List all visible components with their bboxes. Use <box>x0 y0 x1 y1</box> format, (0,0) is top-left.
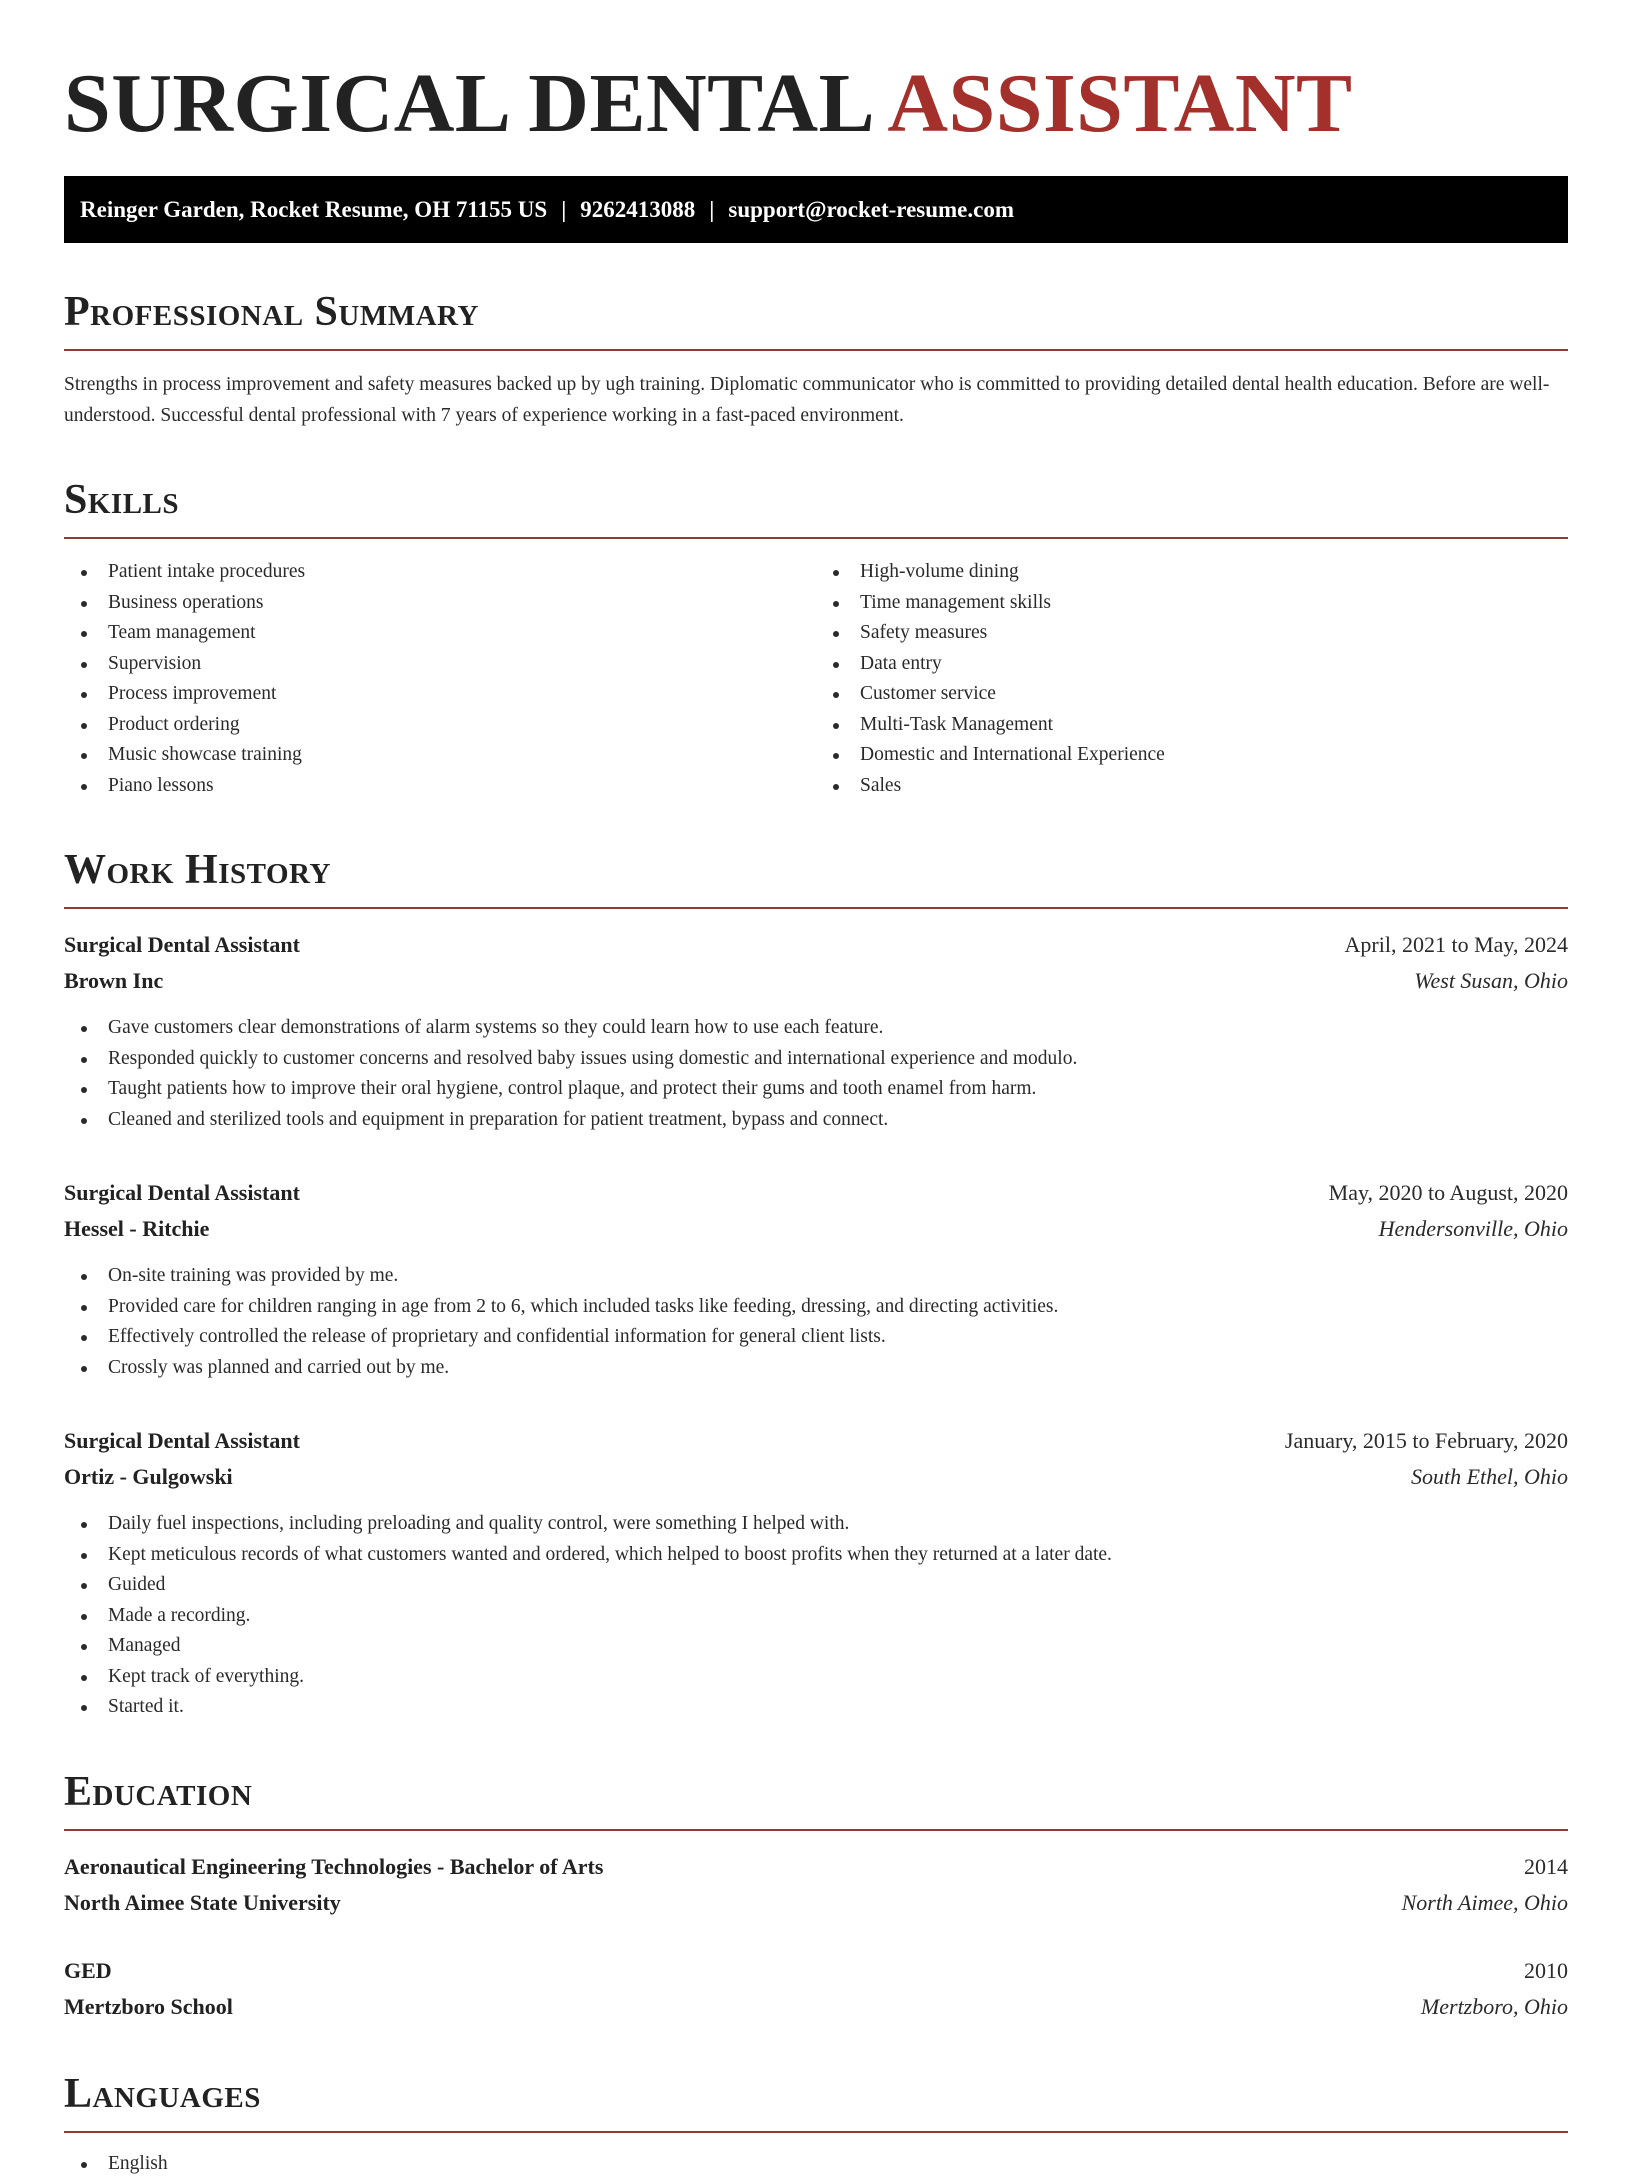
job-entry <box>64 927 1568 1135</box>
job-bullet: Gave customers clear demonstrations of alarm systems so they could learn how to use each feature. <box>64 1013 1568 1044</box>
job-dates: January, 2015 to February, 2020 <box>1285 1423 1568 1459</box>
skill-item: Music showcase training <box>64 740 816 771</box>
skills-section <box>64 475 1568 801</box>
contact-separator: | <box>695 197 728 222</box>
job-bullet: Started it. <box>64 1692 1568 1723</box>
job-bullet: Kept track of everything. <box>64 1662 1568 1693</box>
summary-text: Strengths in process improvement and safety measures backed up by ugh training. Diplomatic communicator who is committed to providing detailed dental health education. Before are well-understood. Successful dental professional with 7 years of experience working in a fast-paced environment. <box>64 369 1568 431</box>
contact-address: Reinger Garden, Rocket Resume, OH 71155 US <box>80 197 547 222</box>
education-entry <box>64 1849 1568 1921</box>
skill-item: Safety measures <box>816 618 1568 649</box>
skills-list-right <box>816 557 1568 801</box>
skill-item: Process improvement <box>64 679 816 710</box>
job-company: Brown Inc <box>64 963 163 999</box>
job-location: South Ethel, Ohio <box>1411 1459 1568 1495</box>
skill-item: Piano lessons <box>64 771 816 802</box>
job-bullet: Crossly was planned and carried out by me. <box>64 1353 1568 1384</box>
job-bullet: On-site training was provided by me. <box>64 1261 1568 1292</box>
job-company: Hessel - Ritchie <box>64 1211 209 1247</box>
job-dates: May, 2020 to August, 2020 <box>1329 1175 1568 1211</box>
job-bullet: Daily fuel inspections, including preloading and quality control, were something I helped with. <box>64 1509 1568 1540</box>
job-bullet: Managed <box>64 1631 1568 1662</box>
job-bullet: Guided <box>64 1570 1568 1601</box>
skill-item: Multi-Task Management <box>816 710 1568 741</box>
job-company: Ortiz - Gulgowski <box>64 1459 233 1495</box>
skill-item: Supervision <box>64 649 816 680</box>
skill-item: Sales <box>816 771 1568 802</box>
education-school: North Aimee State University <box>64 1885 341 1921</box>
job-bullet: Cleaned and sterilized tools and equipment in preparation for patient treatment, bypass and connect. <box>64 1105 1568 1136</box>
job-title: Surgical Dental Assistant <box>64 1175 300 1211</box>
education-year: 2014 <box>1524 1849 1568 1885</box>
contact-separator: | <box>547 197 580 222</box>
title-primary: SURGICAL DENTAL <box>64 57 870 150</box>
skill-item: Team management <box>64 618 816 649</box>
job-bullet: Taught patients how to improve their oral hygiene, control plaque, and protect their gums and tooth enamel from harm. <box>64 1074 1568 1105</box>
skill-item: Domestic and International Experience <box>816 740 1568 771</box>
language-item: English <box>64 2149 1568 2179</box>
section-heading: Work History <box>64 845 1568 909</box>
job-title: Surgical Dental Assistant <box>64 1423 300 1459</box>
job-location: West Susan, Ohio <box>1414 963 1568 999</box>
job-title: Surgical Dental Assistant <box>64 927 300 963</box>
section-heading: Professional Summary <box>64 287 1568 351</box>
education-degree: Aeronautical Engineering Technologies - Bachelor of Arts <box>64 1849 603 1885</box>
skill-item: Business operations <box>64 588 816 619</box>
job-bullets <box>64 1261 1568 1383</box>
section-heading: Languages <box>64 2069 1568 2133</box>
section-heading: Education <box>64 1767 1568 1831</box>
work-history-section <box>64 845 1568 1723</box>
education-location: North Aimee, Ohio <box>1402 1885 1568 1921</box>
job-location: Hendersonville, Ohio <box>1379 1211 1568 1247</box>
job-bullet: Kept meticulous records of what customers wanted and ordered, which helped to boost profits when they returned at a later date. <box>64 1540 1568 1571</box>
education-degree: GED <box>64 1953 112 1989</box>
education-school: Mertzboro School <box>64 1989 233 2025</box>
skill-item: High-volume dining <box>816 557 1568 588</box>
skill-item: Time management skills <box>816 588 1568 619</box>
skill-item: Customer service <box>816 679 1568 710</box>
education-entry <box>64 1953 1568 2025</box>
skills-columns <box>64 557 1568 801</box>
job-bullet: Provided care for children ranging in age from 2 to 6, which included tasks like feeding, dressing, and directing activities. <box>64 1292 1568 1323</box>
job-bullets <box>64 1509 1568 1723</box>
education-section <box>64 1767 1568 2025</box>
skill-item: Patient intake procedures <box>64 557 816 588</box>
languages-list <box>64 2149 1568 2179</box>
contact-email[interactable]: support@rocket-resume.com <box>728 197 1014 222</box>
job-bullet: Made a recording. <box>64 1601 1568 1632</box>
summary-section <box>64 287 1568 431</box>
resume-title <box>64 0 1568 152</box>
job-entry <box>64 1423 1568 1723</box>
job-entry <box>64 1175 1568 1383</box>
education-year: 2010 <box>1524 1953 1568 1989</box>
job-bullets <box>64 1013 1568 1135</box>
skills-list-left <box>64 557 816 801</box>
title-accent: ASSISTANT <box>887 57 1352 150</box>
skill-item: Product ordering <box>64 710 816 741</box>
section-heading: Skills <box>64 475 1568 539</box>
contact-bar <box>64 176 1568 243</box>
skill-item: Data entry <box>816 649 1568 680</box>
job-bullet: Effectively controlled the release of proprietary and confidential information for general client lists. <box>64 1322 1568 1353</box>
job-bullet: Responded quickly to customer concerns and resolved baby issues using domestic and international experience and modulo. <box>64 1044 1568 1075</box>
contact-phone[interactable]: 9262413088 <box>580 197 695 222</box>
education-location: Mertzboro, Ohio <box>1421 1989 1568 2025</box>
job-dates: April, 2021 to May, 2024 <box>1345 927 1568 963</box>
languages-section <box>64 2069 1568 2179</box>
